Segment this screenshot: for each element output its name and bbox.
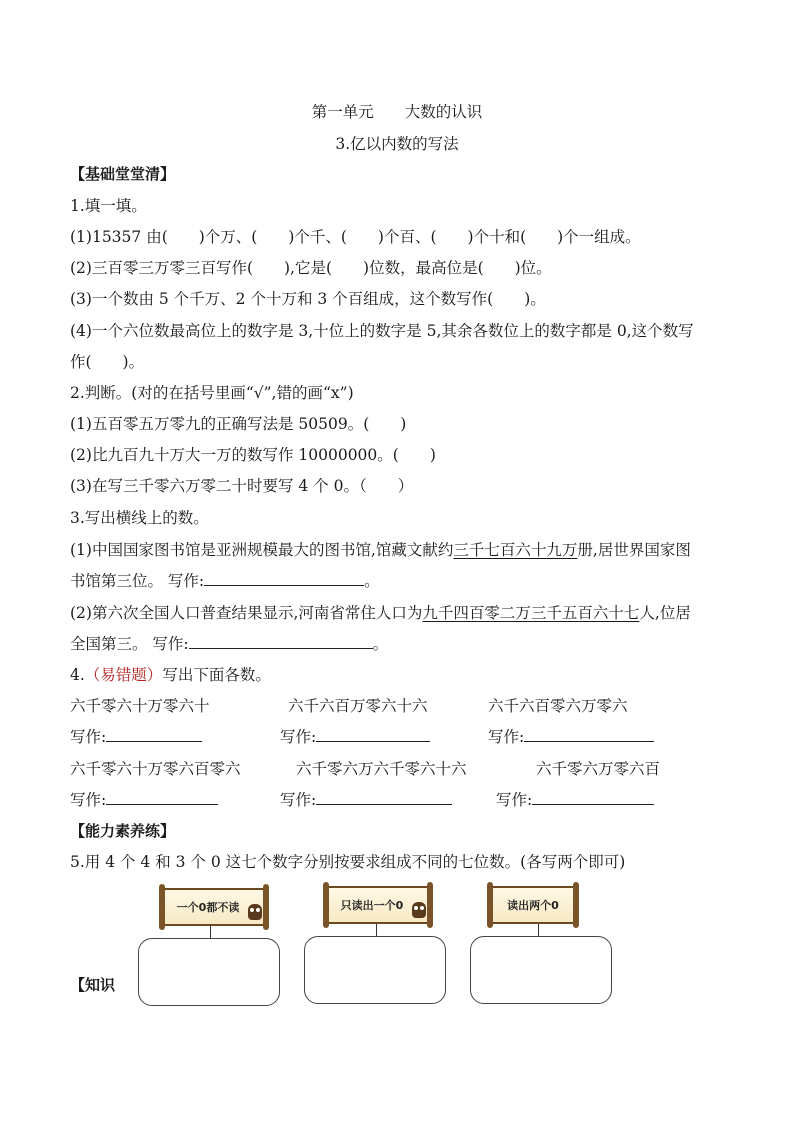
q4-item: 六千零六万六千零六十六	[296, 760, 467, 778]
answer-line[interactable]	[106, 790, 218, 805]
q3-part2-pre: (2)第六次全国人口普查结果显示,河南省常住人口为	[70, 604, 423, 622]
q1-part1: (1)15357 由( )个万、( )个千、( )个百、( )个十和( )个一组成。	[70, 228, 641, 246]
q3-part1-line1	[70, 540, 691, 560]
q1-part3: (3)一个数由 5 个千万、2 个十万和 3 个百组成，这个数写作( )。	[70, 290, 546, 308]
q4-write	[70, 790, 218, 810]
card-label: 读出两个0	[507, 899, 559, 912]
q1-part4-line2: 作( )。	[70, 353, 145, 371]
q5-stem: 5.用 4 个 4 和 3 个 0 这七个数字分别按要求组成不同的七位数。(各写两个即可)	[70, 853, 626, 871]
connector-line	[376, 924, 377, 936]
q1-part2: (2)三百零三万零三百写作( ),它是( )位数，最高位是( )位。	[70, 259, 552, 277]
connector-line	[538, 924, 539, 936]
owl-icon	[412, 902, 426, 918]
card-label: 只读出一个0	[340, 899, 404, 912]
q4-stem-text: 写出下面各数。	[162, 666, 271, 684]
q3-part2-underlined: 九千四百零二万三千五百六十七	[422, 604, 640, 622]
q4-item: 六千六百零六万零六	[488, 697, 628, 715]
q4-tag: （易错题）	[84, 666, 163, 684]
q4-write	[496, 790, 654, 810]
period: 。	[364, 572, 380, 590]
q3-part1-write-label: 书馆第三位。 写作:	[70, 572, 205, 590]
q3-stem: 3.写出横线上的数。	[70, 509, 209, 527]
scroll-card-label	[162, 888, 266, 926]
answer-line[interactable]	[189, 634, 373, 649]
write-label: 写作:	[70, 728, 107, 746]
answer-box[interactable]	[138, 938, 280, 1006]
write-label: 写作:	[496, 791, 533, 809]
answer-box[interactable]	[470, 936, 612, 1004]
q3-part1-line2	[70, 571, 380, 591]
q3-part2-line2	[70, 634, 388, 654]
q4-item: 六千零六十万零六百零六	[70, 760, 241, 778]
q3-part2-post: 人,位居	[639, 604, 691, 622]
q4-number: 4.	[70, 666, 85, 684]
write-label: 写作:	[70, 791, 107, 809]
q4-stem	[70, 665, 271, 685]
q3-part2-line1	[70, 603, 691, 623]
q4-write	[280, 790, 452, 810]
scroll-card-label	[326, 886, 430, 924]
answer-box[interactable]	[304, 936, 446, 1004]
answer-line[interactable]	[316, 727, 430, 742]
q2-part2: (2)比九百九十万大一万的数写作 10000000。( )	[70, 446, 436, 464]
q4-item: 六千六百万零六十六	[288, 697, 428, 715]
unit-title: 第一单元 大数的认识	[311, 103, 483, 121]
q3-part1-post: 册,居世界国家图	[577, 541, 691, 559]
answer-line[interactable]	[204, 571, 364, 586]
q4-write	[70, 727, 202, 747]
q4-item: 六千零六十万零六十	[70, 697, 210, 715]
q3-part1-underlined: 三千七百六十九万	[453, 541, 578, 559]
answer-line[interactable]	[532, 790, 654, 805]
write-label: 写作:	[280, 728, 317, 746]
q4-item: 六千零六万零六百	[536, 760, 661, 778]
answer-line[interactable]	[524, 727, 654, 742]
card-label: 一个0都不读	[176, 901, 240, 914]
q4-write	[280, 727, 430, 747]
q4-write	[488, 727, 654, 747]
section-ability: 【能力素养练】	[70, 822, 176, 840]
q1-part4-line1: (4)一个六位数最高位上的数字是 3,十位上的数字是 5,其余各数位上的数字都是 0,这个数写	[70, 322, 694, 340]
answer-line[interactable]	[316, 790, 452, 805]
write-label: 写作:	[488, 728, 525, 746]
period: 。	[372, 635, 389, 653]
write-label: 写作:	[280, 791, 317, 809]
lesson-title: 3.亿以内数的写法	[335, 135, 459, 153]
q2-part1: (1)五百零五万零九的正确写法是 50509。( )	[70, 415, 407, 433]
q2-part3: (3)在写三千零六万零二十时要写 4 个 0。（ ）	[70, 477, 414, 495]
owl-icon	[248, 904, 262, 920]
connector-line	[210, 926, 211, 938]
q1-stem: 1.填一填。	[70, 197, 147, 215]
q2-stem: 2.判断。(对的在括号里画“√”,错的画“x”)	[70, 384, 354, 402]
scroll-card-label	[490, 886, 576, 924]
section-basic: 【基础堂堂清】	[70, 165, 176, 183]
section-knowledge-partial: 【知识	[70, 976, 116, 994]
q3-part2-write-label: 全国第三。 写作:	[70, 635, 189, 653]
q3-part1-pre: (1)中国国家图书馆是亚洲规模最大的图书馆,馆藏文献约	[70, 541, 454, 559]
answer-line[interactable]	[106, 727, 202, 742]
